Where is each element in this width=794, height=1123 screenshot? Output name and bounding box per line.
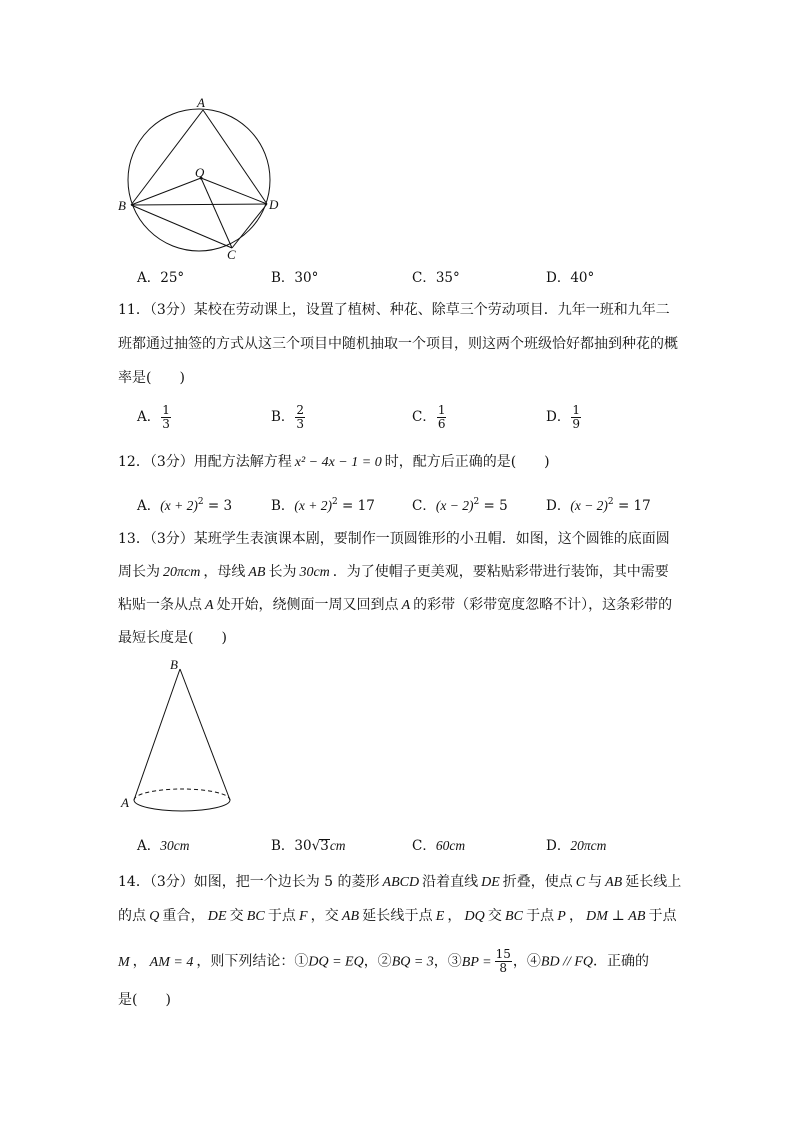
label-D: D	[269, 197, 279, 212]
label-A: A	[121, 795, 129, 810]
q10-option-b[interactable]: B．30°	[271, 270, 319, 286]
circle-figure	[110, 92, 290, 262]
fraction: $\frac{1}{9}$	[572, 403, 580, 431]
q11-option-b[interactable]	[271, 404, 306, 431]
q14-text-line1: 14．（3分）如图，把一个边长为 5 的菱形 ABCD 沿着直线 DE 折叠，使点 C 与 AB 延长线上	[118, 874, 682, 890]
q13-option-b[interactable]: B．30√3cm	[271, 838, 346, 854]
q13-text-line2: 周长为 20πcm ，母线 AB 长为 30cm ．为了使帽子更美观，要粘贴彩带进行装饰，其中需要	[118, 564, 669, 580]
q11-option-d[interactable]	[546, 404, 582, 431]
q11-text-line2: 班都通过抽签的方式从这三个项目中随机抽取一个项目，则这两个班级恰好都抽到种花的概	[118, 336, 678, 352]
q11-option-a[interactable]	[137, 404, 172, 431]
option-prefix: C．	[412, 409, 436, 425]
q12-option-d[interactable]: D．$(x - 2)^2 = 17$	[546, 497, 651, 514]
label-C: C	[227, 247, 236, 262]
q12-option-b[interactable]: B．$(x + 2)^2 = 17$	[271, 497, 375, 514]
q11-option-c[interactable]	[412, 404, 447, 431]
q14-text-line2: 的点 Q 重合， DE 交 BC 于点 F ，交 AB 延长线于点 E ， DQ 交 BC 于点 P ， DM ⊥ AB 于点	[118, 908, 677, 924]
cone-figure	[112, 655, 242, 815]
label-B: B	[118, 198, 126, 213]
option-prefix: D．	[546, 409, 571, 425]
label-A: A	[197, 95, 205, 110]
q14-text-line3: M ， AM = 4 ，则下列结论：①DQ = EQ，②BQ = 3，③BP = $\frac{15}{8}$ ，④BD // FQ．正确的	[118, 947, 649, 975]
q13-text-line4: 最短长度是( )	[118, 630, 227, 646]
fraction: $\frac{1}{3}$	[162, 403, 170, 431]
q12-text: 12．（3分）用配方法解方程 x² − 4x − 1 = 0 时，配方后正确的是( )	[118, 454, 550, 470]
q11-text-line1: 11．（3分）某校在劳动课上，设置了植树、种花、除草三个劳动项目．九年一班和九年二	[118, 302, 670, 318]
option-prefix: B．	[271, 409, 295, 425]
q10-option-c[interactable]: C．35°	[412, 270, 460, 286]
fraction: $\frac{15}{8}$	[495, 947, 511, 975]
q14-text-line4: 是( )	[118, 992, 171, 1008]
q10-option-a[interactable]: A．25°	[137, 270, 185, 286]
q12-option-a[interactable]: A．$(x + 2)^2 = 3$	[137, 497, 233, 514]
q13-option-d[interactable]: D．20πcm	[546, 838, 607, 854]
label-O: O	[195, 165, 205, 180]
q12-equation: x² − 4x − 1 = 0	[294, 455, 382, 470]
q10-option-d[interactable]: D．40°	[546, 270, 595, 286]
q11-text-line3: 率是( )	[118, 370, 185, 386]
q13-text-line1: 13．（3分）某班学生表演课本剧，要制作一顶圆锥形的小丑帽．如图，这个圆锥的底面圆	[118, 531, 670, 547]
q13-text-line3: 粘贴一条从点 A 处开始，绕侧面一周又回到点 A 的彩带（彩带宽度忽略不计），这条彩带的	[118, 597, 673, 613]
fraction: $\frac{2}{3}$	[296, 403, 305, 431]
label-B: B	[170, 657, 178, 672]
option-prefix: A．	[137, 409, 161, 425]
q13-option-c[interactable]: C．60cm	[412, 838, 466, 854]
q13-option-a[interactable]: A．30cm	[137, 838, 190, 854]
fraction: $\frac{1}{6}$	[437, 403, 446, 431]
q12-option-c[interactable]: C．$(x - 2)^2 = 5$	[412, 497, 508, 514]
sqrt-icon: √	[311, 838, 321, 854]
